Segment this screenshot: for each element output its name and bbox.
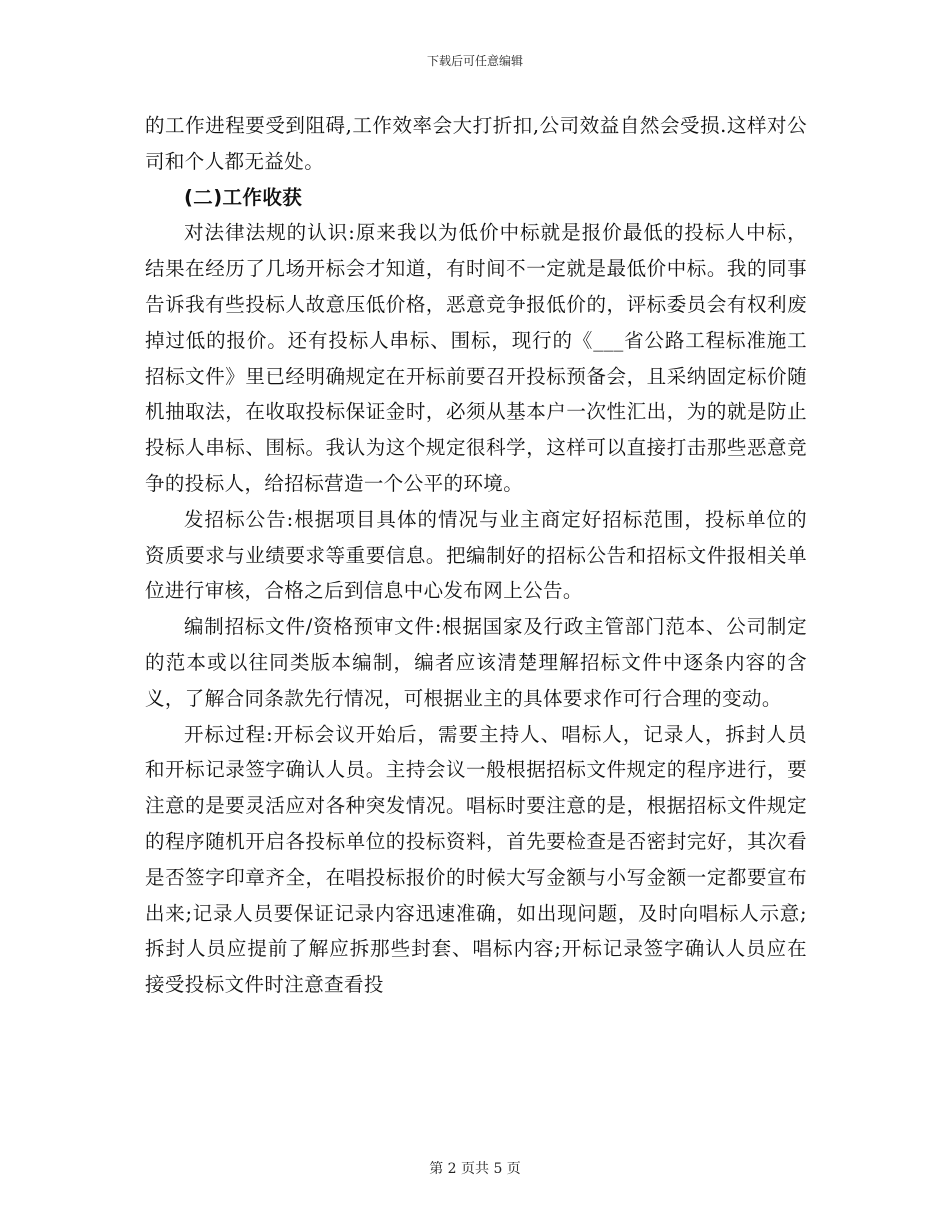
paragraph-tender-notice: 发招标公告:根据项目具体的情况与业主商定好招标范围，投标单位的资质要求与业绩要求等重要信息。把编制好的招标公告和招标文件报相关单位进行审核，合格之后到信息中心发布网上公告。 — [145, 507, 807, 603]
section-heading: (二)工作收获 — [184, 185, 303, 209]
page-header-note: 下载后可任意编辑 — [426, 54, 523, 68]
paragraph-continuation: 的工作进程要受到阻碍,工作效率会大打折扣,公司效益自然会受损.这样对公司和个人都无益处。 — [145, 114, 807, 173]
paragraph-tender-documents: 编制招标文件/资格预审文件:根据国家及行政主管部门范本、公司制定的范本或以往同类版本编制，编者应该清楚理解招标文件中逐条内容的含义，了解合同条款先行情况，可根据业主的具体要求作可行合理的变动。 — [145, 615, 807, 710]
paragraph-bid-opening: 开标过程:开标会议开始后，需要主持人、唱标人，记录人，拆封人员和开标记录签字确认人员。主持会议一般根据招标文件规定的程序进行，要注意的是要灵活应对各种突发情况。唱标时要注意的是，根据招标文件规定的程序随机开启各投标单位的投标资料，首先要检查是否密封完好，其次看是否签字印章齐全，在唱投标报价的时候大写金额与小写金额一定都要宣布出来;记录人员要保证记录内容迅速准确，如出现问题，及时向唱标人示意;拆封人员应提前了解应拆那些封套、唱标内容;开标记录签字确认人员应在接受投标文件时注意查看投 — [145, 722, 807, 997]
paragraph-legal-knowledge: 对法律法规的认识:原来我以为低价中标就是报价最低的投标人中标，结果在经历了几场开标会才知道，有时间不一定就是最低价中标。我的同事告诉我有些投标人故意压低价格，恶意竞争报低价的，评标委员会有权利废掉过低的报价。还有投标人串标、围标，现行的《___省公路工程标准施工招标文件》里已经明确规定在开标前要召开投标预备会，且采纳固定标价随机抽取法，在收取投标保证金时，必须从基本户一次性汇出，为的就是防止投标人串标、围标。我认为这个规定很科学，这样可以直接打击那些恶意竞争的投标人，给招标营造一个公平的环境。 — [145, 221, 807, 495]
page-number-footer: 第 2 页共 5 页 — [429, 1161, 521, 1177]
document-body — [145, 108, 807, 1003]
